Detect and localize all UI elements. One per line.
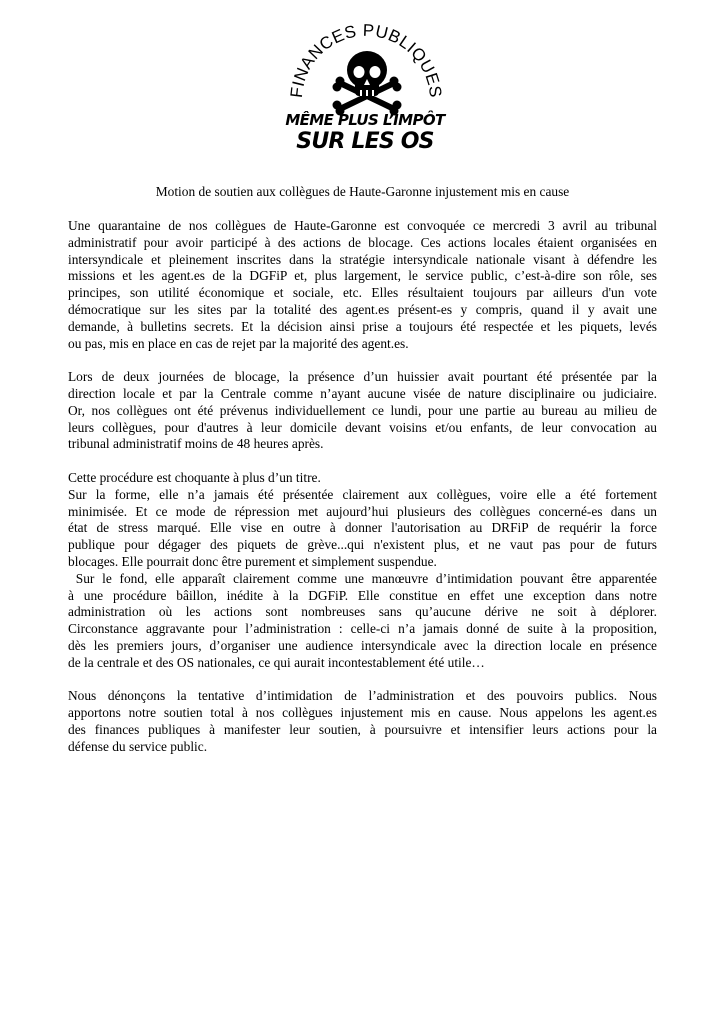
text-line: Cette procédure est choquante à plus d’un titre. (68, 469, 321, 485)
text-line: Or, nos collègues ont été prévenus individuellement ce lundi, pour une partie au bureau au milieu de (68, 402, 657, 418)
text-line: de la centrale et des OS nationales, ce qui aurait incontestablement été utile… (68, 654, 485, 670)
text-line: ou pas, mis en place en cas de rejet par la majorité des agent.es. (68, 335, 409, 351)
document-body (68, 218, 657, 772)
logo-slogan-line1: MÊME PLUS L’IMPÔT (285, 111, 445, 129)
text-line: missions et les agent.es de la DGFiP et, plus largement, le service public, c’est-à-dire son rôle, ses (68, 268, 657, 284)
text-line: tribunal administratif moins de 48 heures après. (68, 436, 324, 452)
text-line: blocages. Elle pourrait donc être purement et simplement suspendue. (68, 553, 437, 569)
text-line: des finances publiques à manifester leur soutien, à poursuivre et intensifier leurs actions pour la (68, 721, 657, 737)
text-line: apportons notre soutien total à nos collègues injustement mis en cause. Nous appelons les agent.es (68, 705, 657, 721)
logo-arc-text: FINANCES PUBLIQUES (286, 20, 446, 99)
paragraph-1 (68, 218, 657, 352)
text-line: Une quarantaine de nos collègues de Haute-Garonne est convoquée ce mercredi 3 avril au tribunal (68, 218, 657, 233)
text-line: administratif pour avoir participé à des actions de blocage. Ces actions locales étaient organisées en (68, 234, 657, 250)
text-line: démocratique sur les sites par la totalité des agent.es présent-es y compris, quand il y avait une (68, 301, 657, 317)
text-line: intersyndicale et pleinement inscrites dans la stratégie intersyndicale nationale visant à défendre les (68, 251, 657, 267)
text-line: Sur le fond, elle apparaît clairement comme une manœuvre d’intimidation pouvant être apparentée (68, 570, 657, 586)
text-line: Nous dénonçons la tentative d’intimidation de l’administration et des pouvoirs publics. Nous (68, 688, 657, 704)
text-line: administration où les actions sont nombreuses sans qu’aucune dérive ne soit à déplorer. (68, 604, 657, 620)
text-line: état de stress marqué. Elle vise en outre à donner l'autorisation au DRFiP de requérir la force (68, 520, 657, 536)
text-line: principes, son utilité économique et sociale, etc. Elles résultaient toujours par ailleurs d'un vote (68, 285, 657, 301)
text-line: demande, à bulletins secrets. Et la décision ainsi prise a toujours été respectée et les piquets, levés (68, 318, 657, 334)
text-line: Circonstance aggravante pour l’administration : celle-ci n’a jamais donné de suite à la proposition, (68, 621, 657, 637)
paragraph-4 (68, 688, 657, 755)
text-line: publique pour dégager des piquets de grève...qui n'existent plus, et ne vaut pas pour de futurs (68, 537, 657, 553)
text-line: minimisée. Et ce mode de répression met aujourd’hui plusieurs des collègues concerné-es dans un (68, 503, 657, 519)
logo-slogan-line2: SUR LES OS (296, 129, 434, 154)
text-line: à une procédure bâillon, inédite à la DGFiP. Elle constitue en effet une exception dans notre (68, 587, 657, 603)
text-line: Sur la forme, elle n’a jamais été présentée clairement aux collègues, voire elle a été fortement (68, 486, 657, 502)
paragraph-3 (68, 470, 657, 672)
text-line: leurs collègues, pour d'autres à leur domicile devant voisins et/ou enfants, de leur convocation au (68, 419, 657, 435)
text-line: dès les premiers jours, d’organiser une audience intersyndicale avec la direction locale en présence (68, 637, 657, 653)
text-line: direction locale et par la Centrale comme n’ayant aucune visée de nature disciplinaire ou judiciaire. (68, 385, 657, 401)
document-title: Motion de soutien aux collègues de Haute-Garonne injustement mis en cause (155, 184, 570, 199)
text-line: défense du service public. (68, 738, 208, 754)
text-line: Lors de deux journées de blocage, la présence d’un huissier avait pourtant été présentée par la (68, 369, 657, 385)
paragraph-2 (68, 369, 657, 453)
